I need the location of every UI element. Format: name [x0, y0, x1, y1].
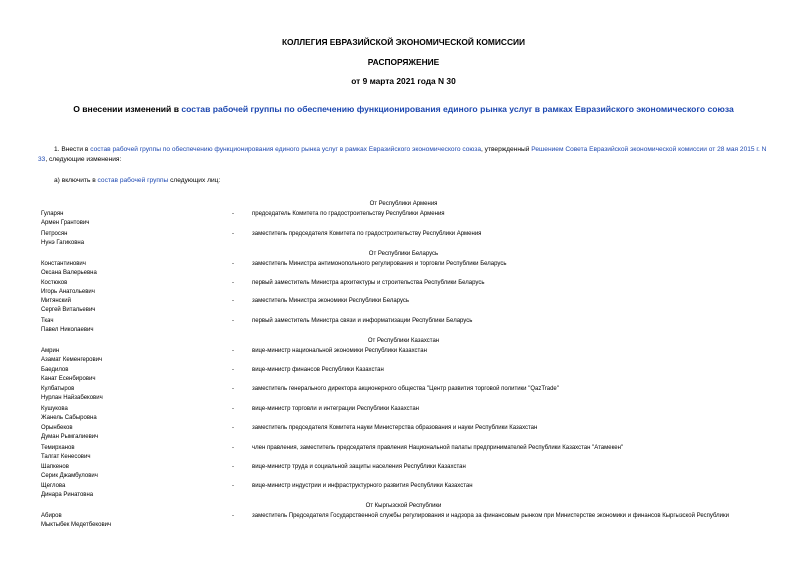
para2-text-1: а) включить в: [54, 177, 98, 184]
member-position: заместитель генерального директора акционерного общества "Центр развития торговой политики "QazTrade": [252, 386, 559, 392]
member-name: [41, 279, 221, 296]
member-position: вице-министр труда и социальной защиты населения Республики Казахстан: [252, 464, 466, 470]
member-name: [41, 347, 221, 364]
member-row: [0, 297, 807, 314]
member-position: вице-министр финансов Республики Казахстан: [252, 367, 384, 373]
org-heading: КОЛЛЕГИЯ ЕВРАЗИЙСКОЙ ЭКОНОМИЧЕСКОЙ КОМИССИИ: [281, 37, 526, 47]
member-name: [41, 463, 221, 480]
member-row: [0, 230, 807, 247]
member-surname: Амрин: [41, 348, 60, 354]
member-given-name: Талгат Кенесович: [41, 453, 91, 460]
member-row: [0, 463, 807, 480]
member-position: первый заместитель Министра архитектуры и строительства Республики Беларусь: [252, 280, 485, 286]
member-position: заместитель Министра антимонопольного регулирования и торговли Республики Беларусь: [252, 261, 507, 267]
document-title: [30, 104, 777, 114]
member-name: [41, 230, 221, 247]
member-position: первый заместитель Министра связи и информатизации Республики Беларусь: [252, 318, 473, 324]
section-belarus: От Республики Беларусь: [368, 251, 439, 257]
dash-separator: -: [232, 261, 234, 267]
member-surname: Костюков: [41, 280, 68, 286]
para1-text-3: , следующие изменения:: [45, 156, 122, 163]
para2-link-composition[interactable]: состав рабочей группы: [97, 177, 169, 184]
section-armenia: От Республики Армения: [369, 201, 438, 207]
member-given-name: Динара Ринатовна: [41, 491, 94, 498]
member-given-name: Жанель Сабыровна: [41, 414, 97, 421]
member-surname: Гуларян: [41, 211, 64, 217]
member-given-name: Мыктыбек Медетбекович: [41, 521, 112, 528]
date-number-heading: от 9 марта 2021 года N 30: [351, 76, 456, 86]
dash-separator: -: [232, 280, 234, 286]
member-name: [41, 385, 221, 402]
member-surname: Митянский: [41, 298, 71, 304]
dash-separator: -: [232, 298, 234, 304]
member-name: [41, 424, 221, 441]
dash-separator: -: [232, 464, 234, 470]
dash-separator: -: [232, 483, 234, 489]
member-given-name: Оксана Валерьевна: [41, 269, 97, 276]
member-position: вице-министр национальной экономики Республики Казахстан: [252, 348, 427, 354]
para1-link-composition[interactable]: состав рабочей группы по обеспечению функционирования единого рынка услуг в рамках Евразийского экономического союза: [90, 146, 482, 153]
member-row: [0, 385, 807, 402]
member-name: [41, 260, 221, 277]
member-position: заместитель председателя Комитета науки Министерства образования и науки Республики Казахстан: [252, 425, 538, 431]
member-name: [41, 317, 221, 334]
title-prefix: О внесении изменений в: [73, 104, 182, 114]
member-position: член правления, заместитель председателя правления Национальной палаты предпринимателей Республики Казахстан "Атамекен": [252, 445, 624, 451]
member-surname: Баедилов: [41, 367, 69, 373]
member-surname: Константинович: [41, 261, 86, 267]
member-position: вице-министр торговли и интеграции Республики Казахстан: [252, 406, 419, 412]
member-name: [41, 366, 221, 383]
member-given-name: Серик Джамбулович: [41, 472, 98, 479]
dash-separator: -: [232, 445, 234, 451]
member-position: вице-министр индустрии и инфраструктурного развития Республики Казахстан: [252, 483, 473, 489]
dash-separator: -: [232, 367, 234, 373]
paragraph-2: [54, 176, 654, 186]
member-row: [0, 512, 807, 529]
member-row: [0, 424, 807, 441]
member-name: [41, 405, 221, 422]
member-surname: Ткач: [41, 318, 54, 324]
dash-separator: -: [232, 386, 234, 392]
member-row: [0, 482, 807, 499]
member-given-name: Игорь Анатольевич: [41, 288, 95, 295]
member-name: [41, 297, 221, 314]
member-given-name: Нунэ Гагиковна: [41, 239, 85, 246]
member-row: [0, 366, 807, 383]
member-row: [0, 279, 807, 296]
dash-separator: -: [232, 406, 234, 412]
member-position: председатель Комитета по градостроительству Республики Армения: [252, 211, 445, 217]
member-given-name: Азамат Кеменгерович: [41, 356, 103, 363]
member-row: [0, 405, 807, 422]
member-surname: Кулбатыров: [41, 386, 75, 392]
para1-link-decision[interactable]: Решением Совета Евразийской экономической комиссии от 28 мая 2015 г. N 33: [38, 146, 767, 163]
member-row: [0, 444, 807, 461]
dash-separator: -: [232, 231, 234, 237]
member-row: [0, 260, 807, 277]
dash-separator: -: [232, 348, 234, 354]
member-position: заместитель председателя Комитета по градостроительству Республики Армения: [252, 231, 482, 237]
dash-separator: -: [232, 318, 234, 324]
member-row: [0, 210, 807, 227]
member-given-name: Павел Николаевич: [41, 326, 94, 333]
member-surname: Орынбеков: [41, 425, 73, 431]
member-given-name: Канат Есенбирович: [41, 375, 96, 382]
member-position: заместитель Министра экономики Республики Беларусь: [252, 298, 410, 304]
member-surname: Щеглова: [41, 483, 66, 489]
dash-separator: -: [232, 211, 234, 217]
dash-separator: -: [232, 425, 234, 431]
member-name: [41, 512, 221, 529]
doc-type-heading: РАСПОРЯЖЕНИЕ: [367, 57, 440, 67]
para1-text-1: 1. Внести в: [54, 146, 91, 153]
member-position: заместитель Председателя Государственной службы регулирования и надзора за финансовым рынком при Министерстве экономики и финансов Кыргызской Республики: [252, 513, 729, 519]
member-row: [0, 317, 807, 334]
para1-text-2: , утвержденный: [481, 146, 532, 153]
member-name: [41, 482, 221, 499]
dash-separator: -: [232, 513, 234, 519]
member-name: [41, 444, 221, 461]
paragraph-1: [38, 145, 773, 165]
member-surname: Шапкенов: [41, 464, 69, 470]
member-given-name: Сергей Витальевич: [41, 306, 96, 313]
member-given-name: Нурлан Найзабекович: [41, 394, 103, 401]
title-link[interactable]: состав рабочей группы по обеспечению функционирования единого рынка услуг в рамках Евразийского экономического союза: [181, 104, 734, 114]
member-surname: Абиров: [41, 513, 62, 519]
member-surname: Петросян: [41, 231, 68, 237]
member-name: [41, 210, 221, 227]
section-kyrgyzstan: От Кыргызской Республики: [365, 503, 442, 509]
member-given-name: Армен Грантович: [41, 219, 90, 226]
para2-text-2: следующих лиц:: [168, 177, 221, 184]
member-surname: Кушукова: [41, 406, 68, 412]
member-given-name: Думан Рымгалиевич: [41, 433, 99, 440]
member-surname: Темирханов: [41, 445, 75, 451]
member-row: [0, 347, 807, 364]
section-kazakhstan: От Республики Казахстан: [367, 338, 440, 344]
